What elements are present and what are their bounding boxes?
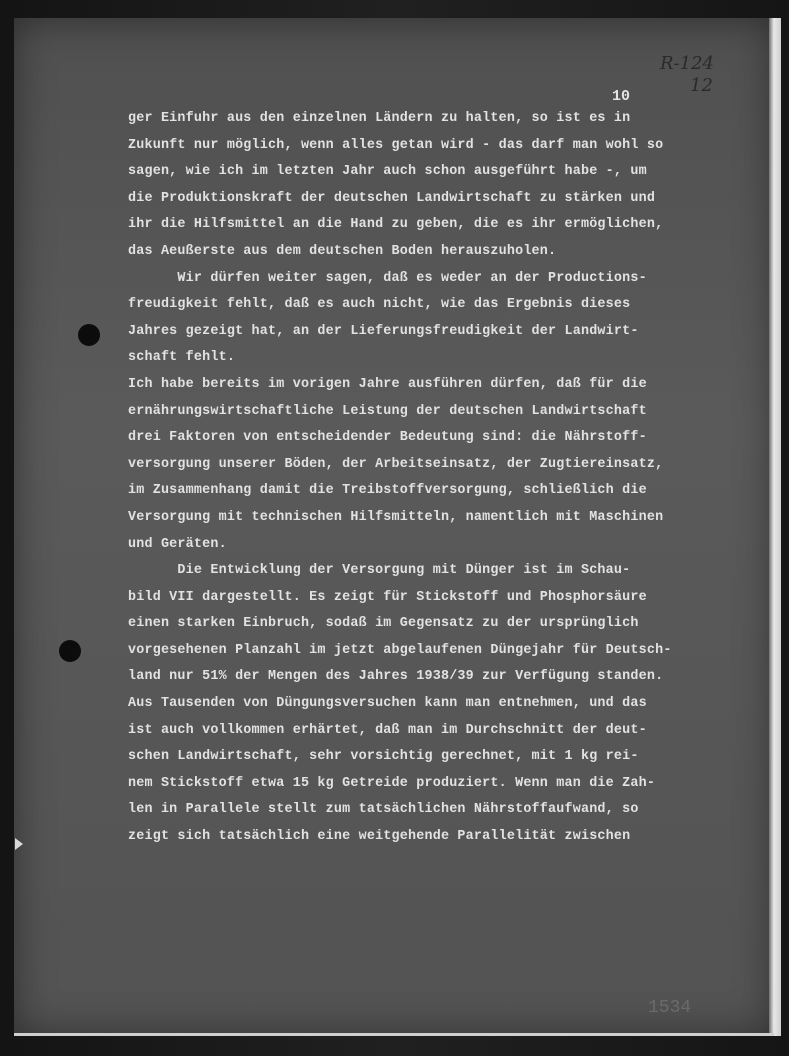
punch-hole-bottom [59,640,81,662]
text-line: freudigkeit fehlt, daß es auch nicht, wie das Ergebnis dieses [128,297,631,313]
page-edge [769,18,781,1036]
page-number: 10 [612,88,631,105]
text-line: Jahres gezeigt hat, an der Lieferungsfreudigkeit der Landwirt- [128,323,639,339]
typewritten-body [128,106,728,851]
text-line: bild VII dargestellt. Es zeigt für Stickstoff und Phosphorsäure [128,589,647,605]
text-line: versorgung unserer Böden, der Arbeitseinsatz, der Zugtiereinsatz, [128,456,664,472]
text-line: ger Einfuhr aus den einzelnen Ländern zu halten, so ist es in [128,111,631,126]
text-line: ernährungswirtschaftliche Leistung der deutschen Landwirtschaft [128,403,647,419]
text-line: im Zusammenhang damit die Treibstoffversorgung, schließlich die [128,483,647,499]
text-line: die Produktionskraft der deutschen Landwirtschaft zu stärken und [128,190,656,206]
handwritten-reference: R-124 [660,53,714,74]
text-line: das Aeußerste aus dem deutschen Boden herauszuholen. [128,243,557,259]
text-line: schen Landwirtschaft, sehr vorsichtig gerechnet, mit 1 kg rei- [128,749,639,765]
text-line: nem Stickstoff etwa 15 kg Getreide produziert. Wenn man die Zah- [128,775,656,791]
text-line: sagen, wie ich im letzten Jahr auch schon ausgeführt habe -, um [128,164,647,180]
text-line: Aus Tausenden von Düngungsversuchen kann man entnehmen, und das [128,696,647,712]
archive-stamp-number: 1534 [648,998,692,1018]
text-line: Versorgung mit technischen Hilfsmitteln, namentlich mit Maschinen [128,509,664,525]
text-line: Zukunft nur möglich, wenn alles getan wird - das darf man wohl so [128,137,664,153]
text-line: Die Entwicklung der Versorgung mit Dünger ist im Schau- [128,563,631,579]
margin-arrow-mark [15,838,23,850]
text-line: Wir dürfen weiter sagen, daß es weder an der Productions- [128,270,647,286]
text-line: len in Parallele stellt zum tatsächlichen Nährstoffaufwand, so [128,802,639,818]
text-line: vorgesehenen Planzahl im jetzt abgelaufenen Düngejahr für Deutsch- [128,642,672,658]
text-line: und Geräten. [128,536,227,552]
punch-hole-top [78,324,100,346]
handwritten-subnumber: 12 [690,75,713,96]
text-line: ist auch vollkommen erhärtet, daß man im Durchschnitt der deut- [128,722,647,738]
text-line: einen starken Einbruch, sodaß im Gegensatz zu der ursprünglich [128,616,639,632]
text-line: schaft fehlt. [128,350,236,366]
text-line: zeigt sich tatsächlich eine weitgehende Parallelität zwischen [128,829,631,845]
text-line: land nur 51% der Mengen des Jahres 1938/39 zur Verfügung standen. [128,669,664,685]
text-line: Ich habe bereits im vorigen Jahre ausführen dürfen, daß für die [128,376,647,392]
page-bottom-edge [14,1033,774,1036]
text-line: ihr die Hilfsmittel an die Hand zu geben, die es ihr ermöglichen, [128,217,664,233]
text-line: drei Faktoren von entscheidender Bedeutung sind: die Nährstoff- [128,430,647,446]
